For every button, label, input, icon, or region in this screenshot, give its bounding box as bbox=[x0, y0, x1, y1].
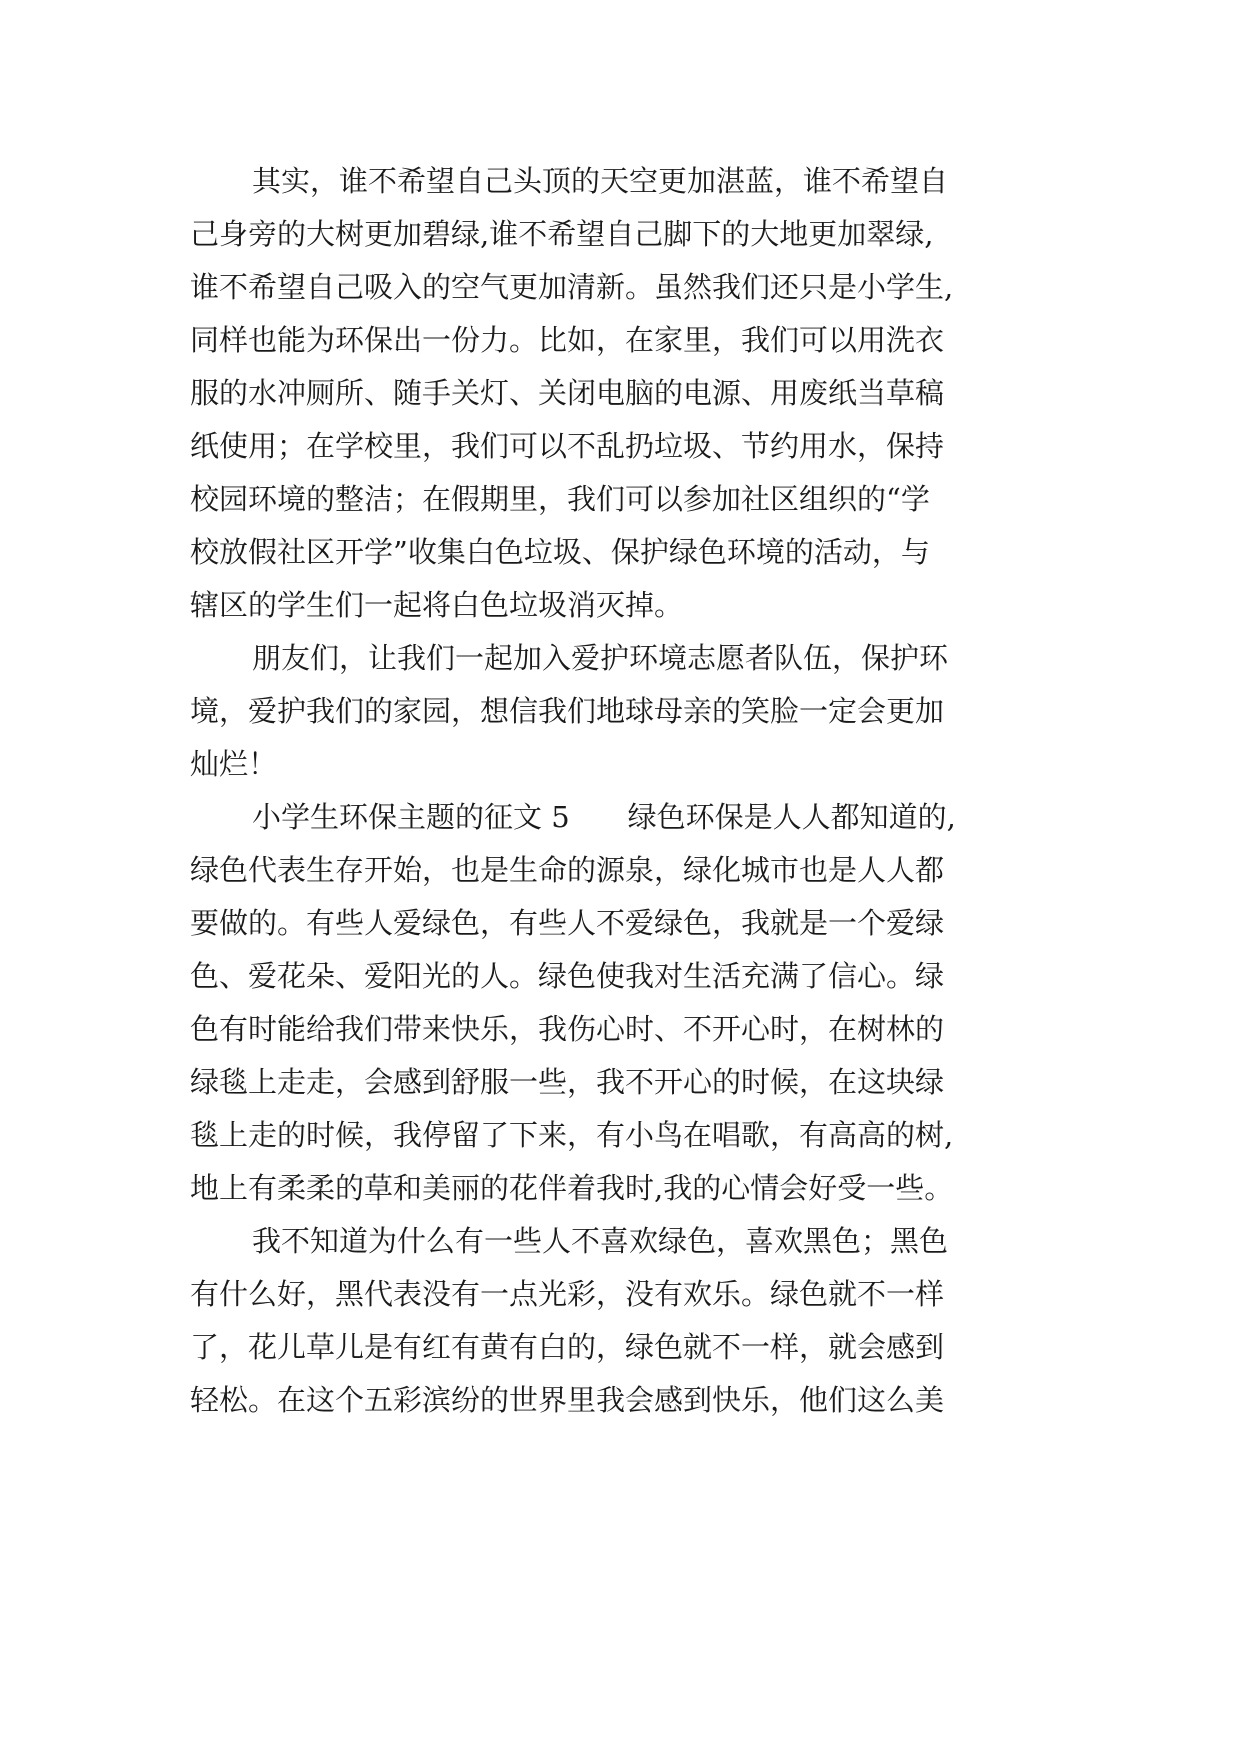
text-line-23: 了，花儿草儿是有红有黄有白的，绿色就不一样，就会感到 bbox=[190, 1330, 945, 1364]
text-line-7: 校园环境的整洁；在假期里，我们可以参加社区组织的“学 bbox=[190, 482, 930, 516]
text-line-2: 己身旁的大树更加碧绿,谁不希望自己脚下的大地更加翠绿, bbox=[190, 217, 934, 251]
text-line-16: 色、爱花朵、爱阳光的人。绿色使我对生活充满了信心。绿 bbox=[190, 959, 945, 993]
text-line-3: 谁不希望自己吸入的空气更加清新。虽然我们还只是小学生, bbox=[190, 270, 954, 304]
text-line-21: 我不知道为什么有一些人不喜欢绿色，喜欢黑色；黑色 bbox=[252, 1224, 949, 1258]
text-line-12: 灿烂！ bbox=[190, 747, 278, 781]
text-line-15: 要做的。有些人爱绿色，有些人不爱绿色，我就是一个爱绿 bbox=[190, 906, 945, 940]
text-line-19: 毯上走的时候，我停留了下来，有小鸟在唱歌，有高高的树, bbox=[190, 1118, 954, 1152]
text-line-4: 同样也能为环保出一份力。比如，在家里，我们可以用洗衣 bbox=[190, 323, 945, 357]
text-line-8: 校放假社区开学”收集白色垃圾、保护绿色环境的活动，与 bbox=[190, 535, 930, 569]
text-line-18: 绿毯上走走，会感到舒服一些，我不开心的时候，在这块绿 bbox=[190, 1065, 945, 1099]
text-line-1: 其实，谁不希望自己头顶的天空更加湛蓝，谁不希望自 bbox=[252, 164, 949, 198]
text-line-20: 地上有柔柔的草和美丽的花伴着我时,我的心情会好受一些。 bbox=[190, 1171, 954, 1205]
text-line-10: 朋友们，让我们一起加入爱护环境志愿者队伍，保护环 bbox=[252, 641, 949, 675]
text-line-5: 服的水冲厕所、随手关灯、关闭电脑的电源、用废纸当草稿 bbox=[190, 376, 945, 410]
text-line-22: 有什么好，黑代表没有一点光彩，没有欢乐。绿色就不一样 bbox=[190, 1277, 945, 1311]
text-line-24: 轻松。在这个五彩滨纷的世界里我会感到快乐，他们这么美 bbox=[190, 1383, 945, 1417]
text-line-13: 小学生环保主题的征文 5 绿色环保是人人都知道的, bbox=[252, 800, 956, 834]
text-line-9: 辖区的学生们一起将白色垃圾消灭掉。 bbox=[190, 588, 684, 622]
text-line-17: 色有时能给我们带来快乐，我伤心时、不开心时，在树林的 bbox=[190, 1012, 945, 1046]
text-line-11: 境，爱护我们的家园，想信我们地球母亲的笑脸一定会更加 bbox=[190, 694, 945, 728]
text-line-6: 纸使用；在学校里，我们可以不乱扔垃圾、节约用水，保持 bbox=[190, 429, 945, 463]
text-line-14: 绿色代表生存开始，也是生命的源泉，绿化城市也是人人都 bbox=[190, 853, 945, 887]
